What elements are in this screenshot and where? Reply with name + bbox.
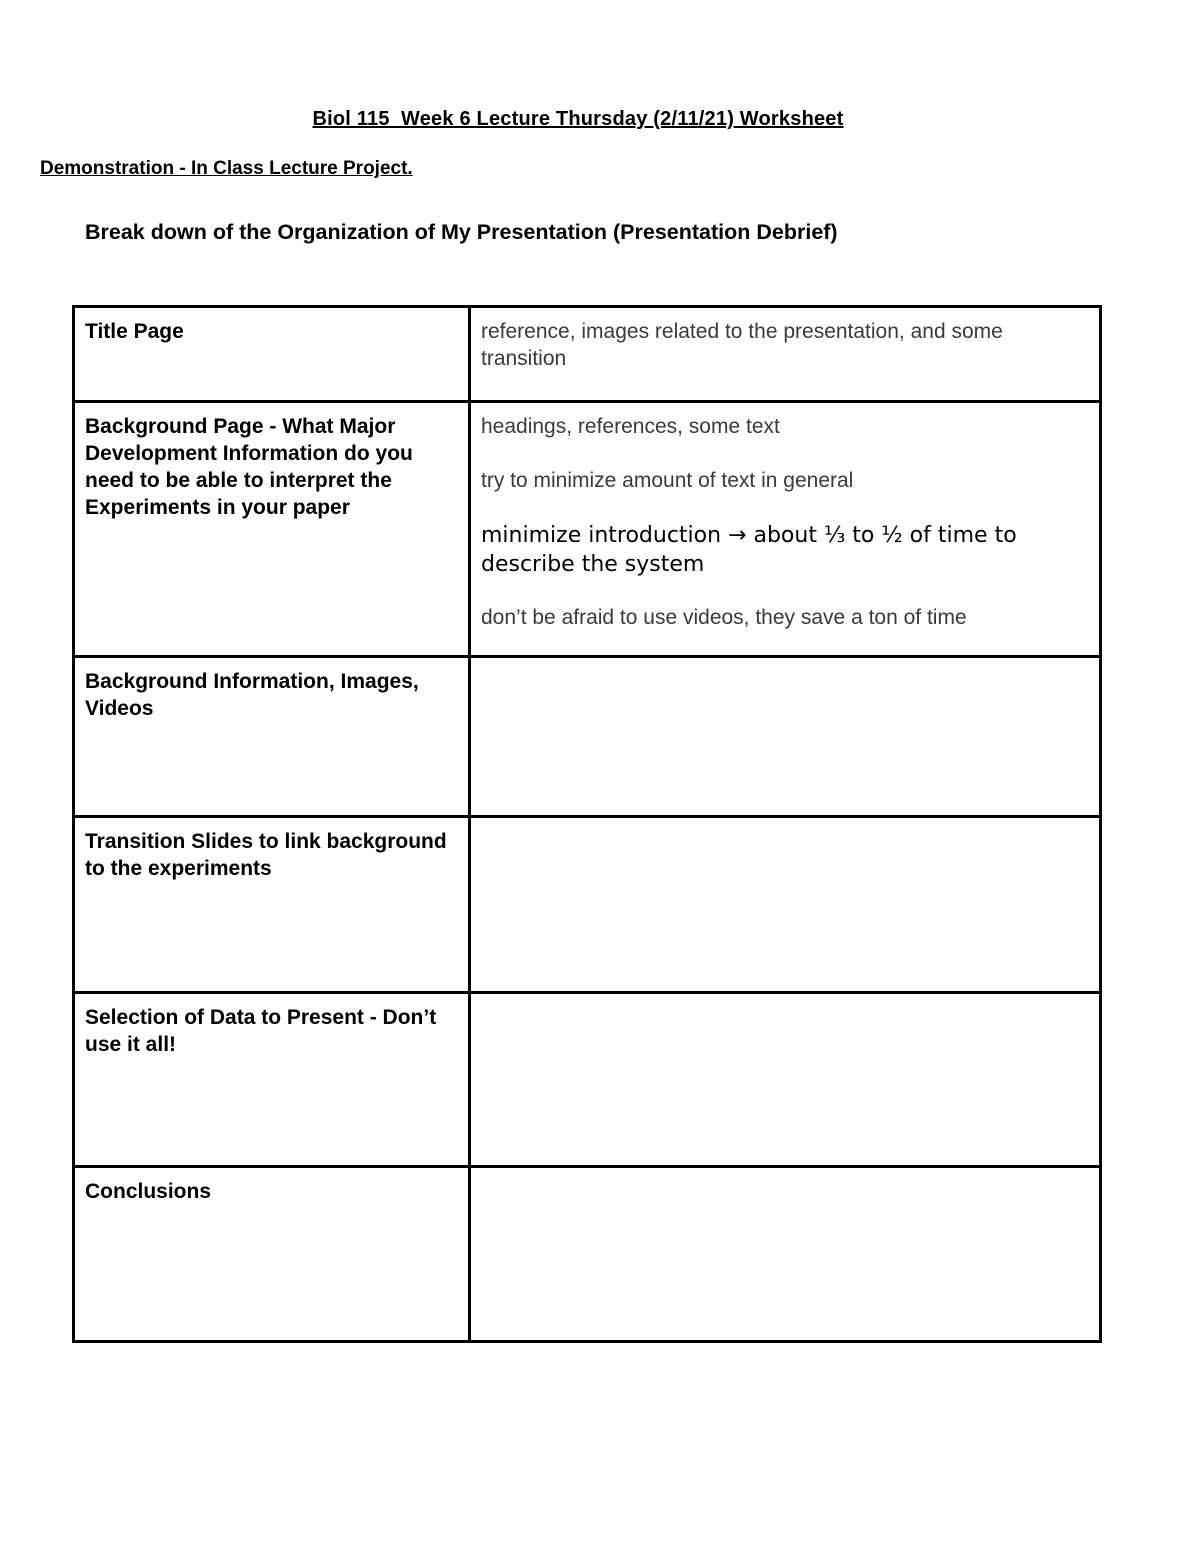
note-text: try to minimize amount of text in general: [481, 469, 854, 492]
table-row-title-page: [74, 307, 1101, 402]
row-notes: [470, 307, 1101, 402]
document-title: Biol 115_Week 6 Lecture Thursday (2/11/21) Worksheet: [312, 108, 844, 130]
row-notes-empty: [470, 817, 1101, 993]
document-subtitle: Demonstration - In Class Lecture Project.: [40, 158, 413, 179]
row-label: Background Information, Images, Videos: [74, 657, 470, 817]
note-text: headings, references, some text: [481, 415, 780, 438]
note-text: reference, images related to the presentation, and some transition: [481, 320, 1003, 370]
table-row-selection-of-data: [74, 993, 1101, 1167]
row-notes-empty: [470, 657, 1101, 817]
row-label: Background Page - What Major Development Information do you need to be able to interpret the Experiments in your paper: [74, 402, 470, 657]
note-text: don’t be afraid to use videos, they save a ton of time: [481, 606, 967, 629]
row-label: Selection of Data to Present - Don’t use it all!: [74, 993, 470, 1167]
table-row-background-page: [74, 402, 1101, 657]
note-text-emphasized: minimize introduction → about ⅓ to ½ of time to describe the system: [481, 523, 1017, 577]
row-notes-empty: [470, 993, 1101, 1167]
row-label: Transition Slides to link background to the experiments: [74, 817, 470, 993]
section-heading: Break down of the Organization of My Presentation (Presentation Debrief): [85, 220, 838, 244]
row-label: Conclusions: [74, 1167, 470, 1342]
presentation-debrief-table: [72, 305, 1102, 1343]
table-row-transition-slides: [74, 817, 1101, 993]
row-notes: [470, 402, 1101, 657]
table-row-conclusions: [74, 1167, 1101, 1342]
row-notes-empty: [470, 1167, 1101, 1342]
table-row-background-information: [74, 657, 1101, 817]
row-label: Title Page: [74, 307, 470, 402]
